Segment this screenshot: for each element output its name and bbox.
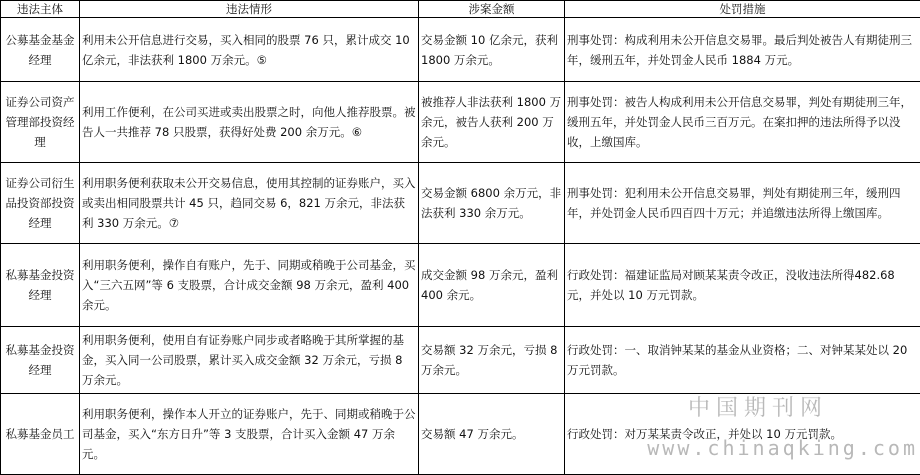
cell-situation: 利用职务便利，操作自有账户，先于、同期或稍晚于公司基金，买入“三六五网”等 6 支股票，合计成交金额 98 万余元，盈利 400 余元。 [80, 244, 419, 327]
cell-amount: 交易金额 6800 余万元，非法获利 330 余万元。 [419, 163, 565, 244]
cell-subject: 私募基金员工 [1, 394, 80, 475]
cell-penalty: 行政处罚：福建证监局对顾某某责令改正，没收违法所得482.68 元，并处以 10 万元罚款。 [565, 244, 920, 327]
header-situation: 违法情形 [80, 1, 419, 18]
cell-subject: 私募基金投资经理 [1, 244, 80, 327]
cell-situation: 利用未公开信息进行交易，买入相同的股票 76 只，累计成交 10 亿余元，非法获利 1800 万余元。⑤ [80, 18, 419, 82]
watermark-url: www.chinaqking.com [647, 436, 918, 460]
cell-penalty: 刑事处罚：被告人构成利用未公开信息交易罪，判处有期徒刑三年，缓刑五年，并处罚金人民币三百万元。在案扣押的违法所得予以没收，上缴国库。 [565, 82, 920, 163]
table-row [1, 163, 920, 244]
header-amount: 涉案金额 [419, 1, 565, 18]
table-row [1, 327, 920, 394]
cell-penalty: 行政处罚：对万某某责令改正，并处以 10 万元罚款。 [565, 394, 920, 475]
table-header-row [1, 1, 920, 18]
cell-subject: 证券公司资产管理部投资经理 [1, 82, 80, 163]
header-subject: 违法主体 [1, 1, 80, 18]
cell-situation: 利用职务便利，操作本人开立的证券账户，先于、同期或稍晚于公司基金，买入“东方日升”等 3 支股票，合计买入金额 47 万余元。 [80, 394, 419, 475]
cell-penalty: 刑事处罚：犯利用未公开信息交易罪，判处有期徒刑三年，缓刑四年，并处罚金人民币四百四十万元；并追缴违法所得上缴国库。 [565, 163, 920, 244]
cell-subject: 公募基金基金经理 [1, 18, 80, 82]
table-row [1, 244, 920, 327]
watermark-cn: 中国期刊网 [688, 391, 828, 422]
cell-situation: 利用职务便利获取未公开交易信息，使用其控制的证券账户，买入或卖出相同股票共计 45 只，趋同交易 6，821 万余元，非法获利 330 万余元。⑦ [80, 163, 419, 244]
cell-subject: 私募基金投资经理 [1, 327, 80, 394]
cell-amount: 交易额 32 万余元，亏损 8 万余元。 [419, 327, 565, 394]
cell-amount: 成交金额 98 万余元，盈利 400 余元。 [419, 244, 565, 327]
cell-penalty: 刑事处罚：构成利用未公开信息交易罪。最后判处被告人有期徒刑三年，缓刑五年，并处罚金人民币 1884 万元。 [565, 18, 920, 82]
cell-penalty: 行政处罚：一、取消钟某某的基金从业资格；二、对钟某某处以 20 万元罚款。 [565, 327, 920, 394]
cell-subject: 证券公司衍生品投资部投资经理 [1, 163, 80, 244]
cell-amount: 交易金额 10 亿余元，获利 1800 万余元。 [419, 18, 565, 82]
table-row [1, 18, 920, 82]
cell-situation: 利用工作便利，在公司买进或卖出股票之时，向他人推荐股票。被告人一共推荐 78 只股票，获得好处费 200 余万元。⑥ [80, 82, 419, 163]
cell-amount: 被推荐人非法获利 1800 万余元，被告人获利 200 万余元。 [419, 82, 565, 163]
cell-situation: 利用职务便利，使用自有证券账户同步或者略晚于其所掌握的基金，买入同一公司股票，累计买入成交金额 32 万余元，亏损 8 万余元。 [80, 327, 419, 394]
header-penalty: 处罚措施 [565, 1, 920, 18]
table-row [1, 82, 920, 163]
cell-amount: 交易额 47 万余元。 [419, 394, 565, 475]
